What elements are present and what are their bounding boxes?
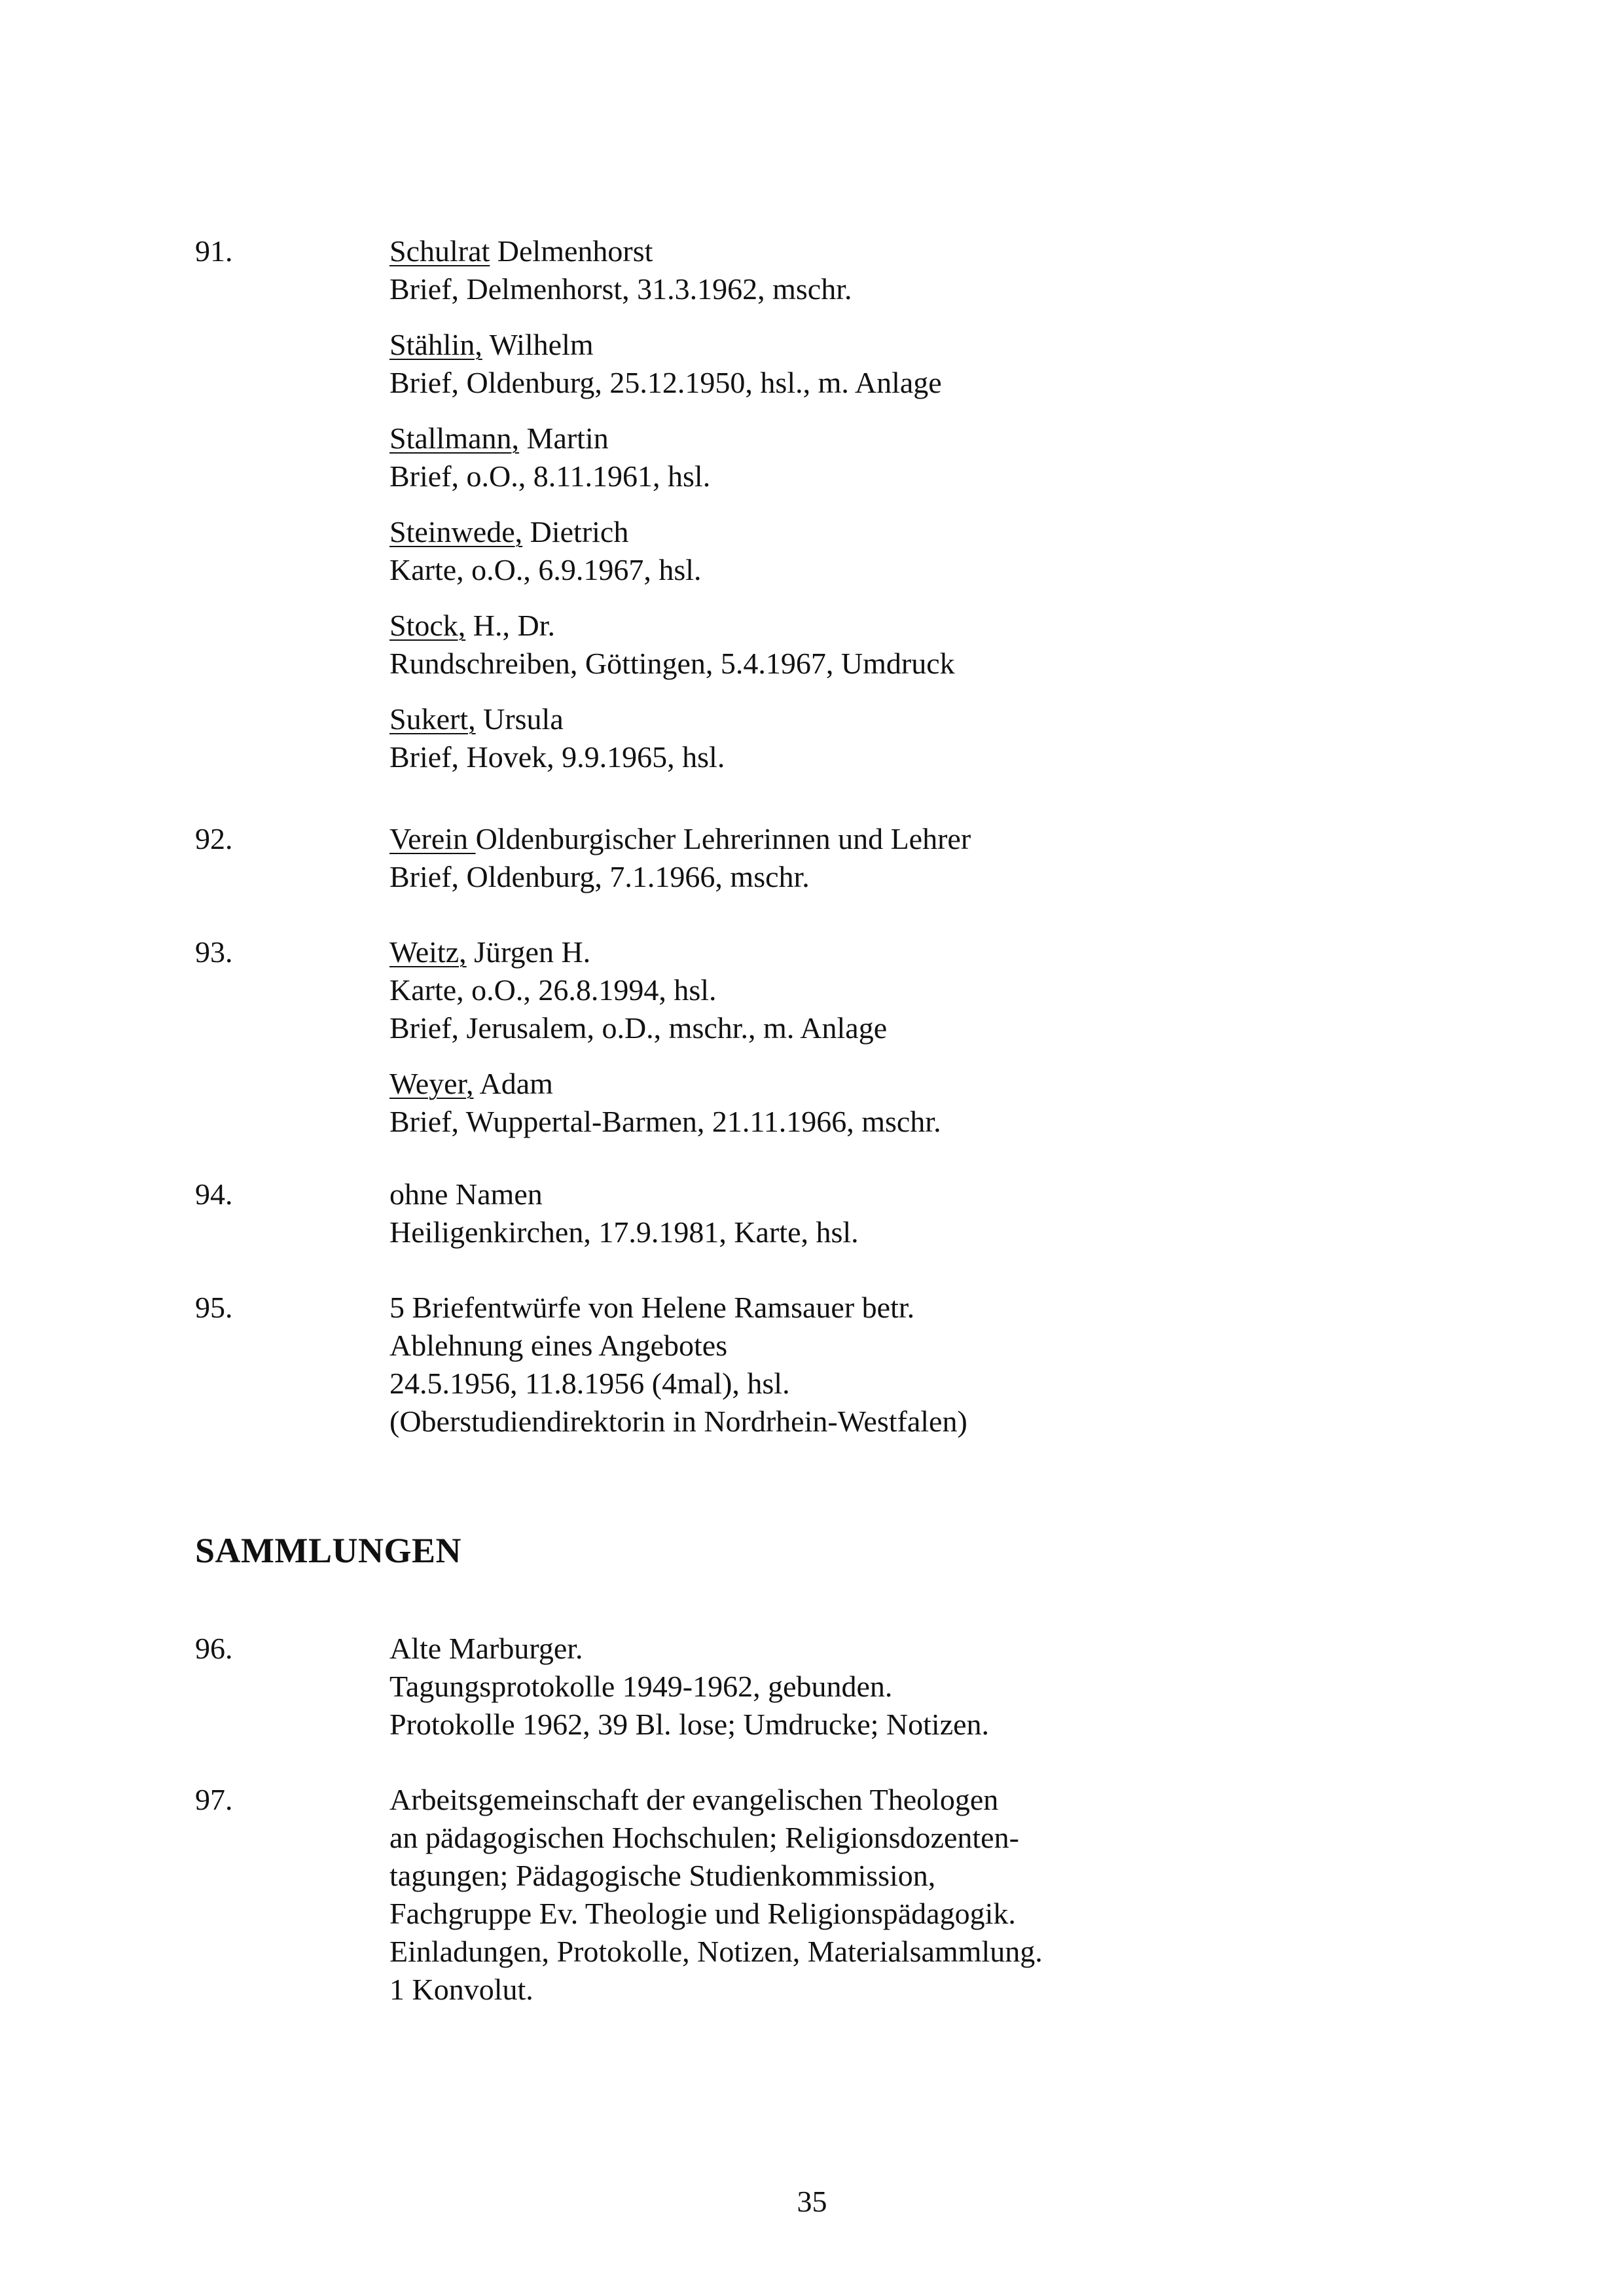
correspondent-rest: Ursula <box>475 702 564 736</box>
correspondent-heading <box>389 820 1568 858</box>
correspondent-heading <box>389 1065 1568 1103</box>
correspondent-heading <box>389 326 1568 364</box>
correspondent-heading <box>389 420 1568 457</box>
correspondent-name: Stock, <box>389 609 466 642</box>
entry-number: 97. <box>195 1783 233 1816</box>
item-line: Einladungen, Protokolle, Notizen, Materialsammlung. <box>389 1935 1043 1968</box>
item-line: Ablehnung eines Angebotes <box>389 1329 728 1362</box>
correspondent-name: Sukert, <box>389 702 476 736</box>
item-line: Fachgruppe Ev. Theologie und Religionspädagogik. <box>389 1897 1016 1930</box>
item-line: Brief, Oldenburg, 7.1.1966, mschr. <box>389 860 810 893</box>
correspondent <box>389 820 1568 896</box>
item-line: Brief, Delmenhorst, 31.3.1962, mschr. <box>389 272 852 306</box>
correspondent-heading <box>389 933 1568 971</box>
correspondent <box>389 607 1568 683</box>
correspondent-rest: Adam <box>473 1067 553 1100</box>
correspondent-name: Stallmann, <box>389 422 520 455</box>
correspondent <box>389 700 1568 776</box>
correspondent-rest: Dietrich <box>522 515 629 548</box>
item-line: Heiligenkirchen, 17.9.1981, Karte, hsl. <box>389 1215 859 1249</box>
item-line: Alte Marburger. <box>389 1632 583 1665</box>
correspondent-rest: Wilhelm <box>482 328 594 361</box>
correspondent-rest: Oldenburgischer Lehrerinnen und Lehrer <box>475 822 971 855</box>
page-number: 35 <box>797 2185 827 2218</box>
correspondent-name: Stählin, <box>389 328 482 361</box>
entry-body <box>389 1289 1568 1441</box>
item-line: (Oberstudiendirektorin in Nordrhein-Westfalen) <box>389 1405 967 1438</box>
item-line: Brief, Oldenburg, 25.12.1950, hsl., m. Anlage <box>389 366 942 399</box>
entry-body <box>389 1781 1568 2009</box>
correspondent <box>389 1065 1568 1141</box>
correspondent-rest: Martin <box>519 422 609 455</box>
correspondent-heading <box>389 700 1568 738</box>
item-line: Karte, o.O., 26.8.1994, hsl. <box>389 973 717 1007</box>
item-line: Brief, Wuppertal-Barmen, 21.11.1966, mschr. <box>389 1105 941 1138</box>
entry-body <box>389 933 1568 1141</box>
correspondent-name: Verein <box>389 822 476 855</box>
correspondent-heading <box>389 607 1568 645</box>
item-line: Brief, o.O., 8.11.1961, hsl. <box>389 459 711 493</box>
entry-number: 96. <box>195 1632 233 1665</box>
item-line: Brief, Hovek, 9.9.1965, hsl. <box>389 740 725 774</box>
correspondent-heading <box>389 513 1568 551</box>
correspondent <box>389 232 1568 308</box>
correspondent-name: Weyer, <box>389 1067 474 1100</box>
entry-body <box>389 1630 1568 1744</box>
item-line: Protokolle 1962, 39 Bl. lose; Umdrucke; Notizen. <box>389 1708 990 1741</box>
item-line: Rundschreiben, Göttingen, 5.4.1967, Umdruck <box>389 647 955 680</box>
item-line: Tagungsprotokolle 1949-1962, gebunden. <box>389 1670 893 1703</box>
entry-body <box>389 820 1568 896</box>
entry-body <box>389 232 1568 776</box>
item-line: tagungen; Pädagogische Studienkommission, <box>389 1859 936 1892</box>
entry-number: 95. <box>195 1291 233 1324</box>
correspondent-name: Weitz, <box>389 935 467 969</box>
entry-number: 93. <box>195 935 233 969</box>
entry-number: 92. <box>195 822 233 855</box>
correspondent <box>389 933 1568 1047</box>
item-line: 24.5.1956, 11.8.1956 (4mal), hsl. <box>389 1367 790 1400</box>
correspondent-name: Schulrat <box>389 234 490 268</box>
item-line: Brief, Jerusalem, o.D., mschr., m. Anlage <box>389 1011 888 1045</box>
correspondent-name: Steinwede, <box>389 515 523 548</box>
item-line: Arbeitsgemeinschaft der evangelischen Theologen <box>389 1783 999 1816</box>
entry-body <box>389 1175 1568 1251</box>
correspondent-rest: Jürgen H. <box>466 935 591 969</box>
section-heading: SAMMLUNGEN <box>195 1531 461 1570</box>
item-line: Karte, o.O., 6.9.1967, hsl. <box>389 553 702 586</box>
correspondent-rest: H., Dr. <box>465 609 556 642</box>
correspondent <box>389 326 1568 402</box>
correspondent <box>389 420 1568 495</box>
entry-number: 91. <box>195 234 233 268</box>
item-line: 1 Konvolut. <box>389 1973 533 2006</box>
correspondent-rest: Delmenhorst <box>490 234 653 268</box>
item-line: ohne Namen <box>389 1177 543 1211</box>
correspondent <box>389 513 1568 589</box>
item-line: an pädagogischen Hochschulen; Religionsdozenten- <box>389 1821 1019 1854</box>
entry-number: 94. <box>195 1177 233 1211</box>
correspondent-heading <box>389 232 1568 270</box>
item-line: 5 Briefentwürfe von Helene Ramsauer betr. <box>389 1291 915 1324</box>
